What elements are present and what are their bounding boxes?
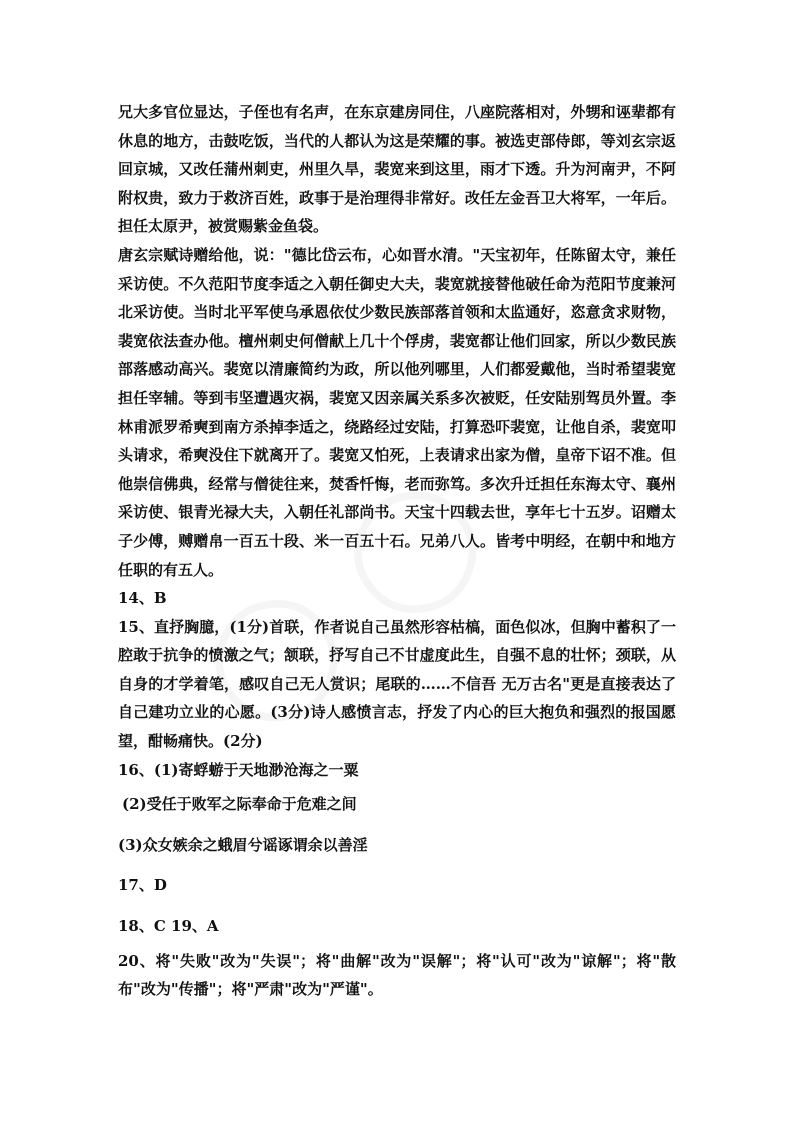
- answer-18-19: 18、C 19、A: [118, 917, 219, 936]
- answer-17: 17、D: [118, 876, 167, 895]
- translation-paragraph-2: 唐玄宗赋诗赠给他，说："德比岱云布，心如晋水清。"天宝初年，任陈留太守，兼任采访使。不久范阳节度李适之入朝任御史大夫，裴宽就接替他破任命为范阳节度兼河北采访使。当时北平军使乌承恩依仗少数民族部落首领和太监通好，恣意贪求财物，裴宽依法查办他。檀州刺史何僧献上几十个俘虏，裴宽都让他们回家，所以少数民族部落感动高兴。裴宽以清廉简约为政，所以他列哪里，人们都爱戴他，当时希望裴宽担任宰辅。等到韦坚遭遇灾祸，裴宽又因亲属关系多次被贬，任安陆别驾员外置。李林甫派罗希奭到南方杀掉李适之，绕路经过安陆，打算恐吓裴宽，让他自杀，裴宽叩头请求，希奭没住下就离开了。裴宽又怕死，上表请求出家为僧，皇帝下诏不准。但他崇信佛典，经常与僧徒往来，焚香忏悔，老而弥笃。多次升迁担任东海太守、襄州采访使、银青光禄大夫，入朝任礼部尚书。天宝十四载去世，享年七十五岁。诏赠太子少傅，赙赠帛一百五十段、米一百五十石。兄弟八人。皆考中明经，在朝中和地方任职的有五人。: [118, 245, 676, 579]
- answer-14: 14、B: [118, 589, 167, 608]
- answer-16-2: (2)受任于败军之际奉命于危难之间: [122, 795, 357, 814]
- answer-15: 15、直抒胸臆，(1分)首联，作者说自己虽然形容枯槁，面色似冰，但胸中蓄积了一腔敢于抗争的愤激之气；颔联，抒写自己不甘虚度此生，自强不息的壮怀；颈联，从自身的才学着笔，感叹自己无人赏识；尾联的……不信吾 无万古名"更是直接表达了自己建功立业的心愿。(3分)诗人感愤言志，抒发了内心的巨大抱负和强烈的报国愿望，酣畅痛快。(2分): [118, 617, 676, 751]
- answer-16-3: (3)众女嫉余之蛾眉兮谣诼谓余以善淫: [118, 835, 368, 854]
- answer-16-1: 16、(1)寄蜉蝣于天地渺沧海之一粟: [118, 760, 359, 779]
- translation-paragraph-1: 兄大多官位显达，子侄也有名声，在东京建房同住，八座院落相对，外甥和诬辈都有休息的地方，击鼓吃饭，当代的人都认为这是荣耀的事。被选吏部侍郎，等刘玄宗返回京城，又改任蒲州刺吏，州里久旱，裴宽来到这里，雨才下透。升为河南尹，不阿附权贵，致力于救济百姓，政事于是治理得非常好。改任左金吾卫大将军，一年后。担任太原尹，被赏赐紫金鱼袋。: [118, 103, 676, 236]
- document-page: [118, 98, 676, 1004]
- answer-20: 20、将"失败"改为"失误"；将"曲解"改为"误解"；将"认可"改为"谅解"；将"散布"改为"传播"；将"严肃"改为"严谨"。: [118, 951, 676, 999]
